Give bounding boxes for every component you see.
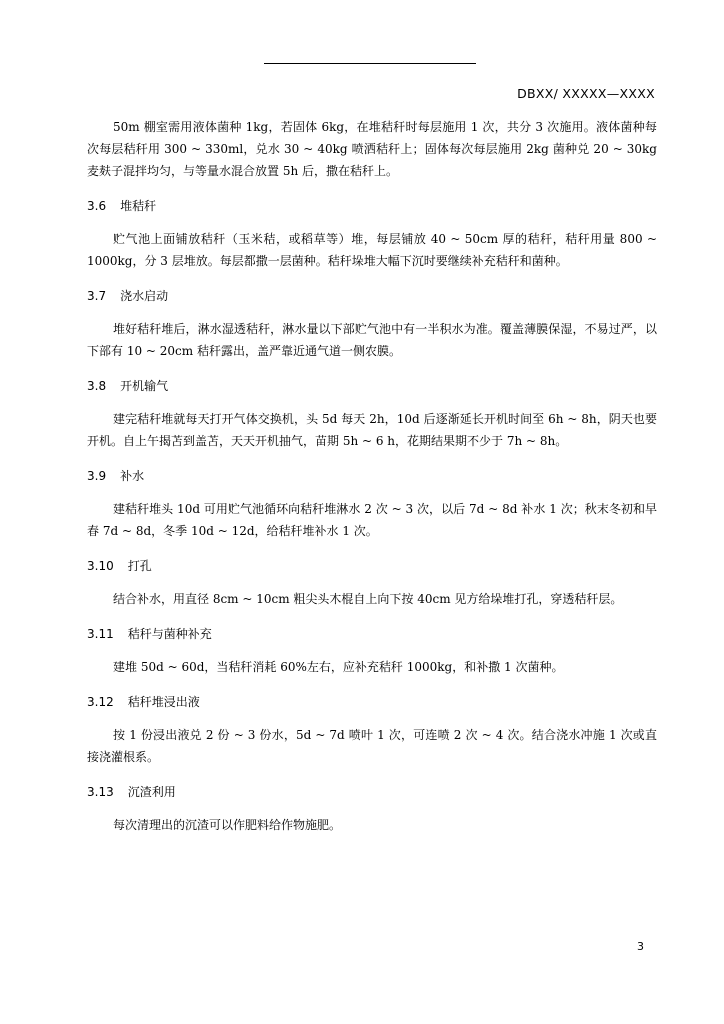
section-number: 3.9 (87, 469, 107, 483)
section-3-13 (87, 781, 657, 836)
section-number: 3.7 (87, 289, 107, 303)
section-3-9 (87, 465, 657, 542)
document-code: DBXX/ XXXXX—XXXX (517, 86, 655, 101)
section-number: 3.12 (87, 695, 114, 709)
section-number: 3.13 (87, 785, 114, 799)
header-rule (264, 63, 476, 64)
page-number: 3 (637, 940, 644, 953)
section-title: 补水 (120, 469, 145, 483)
section-heading (87, 195, 657, 217)
section-heading (87, 623, 657, 645)
section-heading (87, 375, 657, 397)
section-3-7 (87, 285, 657, 362)
section-heading (87, 555, 657, 577)
section-text: 贮气池上面铺放秸秆（玉米秸，或稻草等）堆，每层铺放 40 ~ 50cm 厚的秸秆，秸秆用量 800 ~ 1000kg，分 3 层堆放。每层都撒一层菌种。秸秆垛堆大幅下沉时要继续补充秸秆和菌种。 (87, 232, 657, 268)
section-3-6 (87, 195, 657, 272)
section-text: 每次清理出的沉渣可以作肥料给作物施肥。 (113, 818, 342, 832)
section-3-8 (87, 375, 657, 452)
section-text: 结合补水，用直径 8cm ~ 10cm 粗尖头木棍自上向下按 40cm 见方给垛堆打孔，穿透秸秆层。 (113, 592, 623, 606)
section-title: 开机输气 (120, 379, 169, 393)
section-title: 堆秸秆 (120, 199, 157, 213)
section-title: 沉渣利用 (127, 785, 176, 799)
section-title: 秸秆与菌种补充 (127, 627, 212, 641)
document-body (87, 116, 657, 836)
section-heading (87, 781, 657, 803)
section-3-11 (87, 623, 657, 678)
section-text: 按 1 份浸出液兑 2 份 ~ 3 份水，5d ~ 7d 喷叶 1 次，可连喷 2 次 ~ 4 次。结合浇水冲施 1 次或直接浇灌根系。 (87, 728, 657, 764)
section-number: 3.10 (87, 559, 114, 573)
section-title: 打孔 (127, 559, 152, 573)
intro-paragraph: 50m 棚室需用液体菌种 1kg，若固体 6kg，在堆秸秆时每层施用 1 次，共分 3 次施用。液体菌种每次每层秸秆用 300 ~ 330ml，兑水 30 ~ 40kg 喷洒秸秆上；固体每次每层施用 2kg 菌种兑 20 ~ 30kg 麦麸子混拌均匀，与等量水混合放置 5h 后，撒在秸秆上。 (87, 120, 657, 178)
section-number: 3.11 (87, 627, 114, 641)
section-title: 浇水启动 (120, 289, 169, 303)
section-heading (87, 691, 657, 713)
section-heading (87, 465, 657, 487)
section-text: 建堆 50d ~ 60d，当秸秆消耗 60%左右，应补充秸秆 1000kg，和补撒 1 次菌种。 (113, 660, 564, 674)
section-number: 3.6 (87, 199, 107, 213)
section-heading (87, 285, 657, 307)
section-text: 建完秸秆堆就每天打开气体交换机，头 5d 每天 2h，10d 后逐渐延长开机时间至 6h ~ 8h，阴天也要开机。自上午揭苫到盖苫，天天开机抽气，苗期 5h ~ 6 h，花期结果期不少于 7h ~ 8h。 (87, 412, 657, 448)
section-3-12 (87, 691, 657, 768)
section-text: 堆好秸秆堆后，淋水湿透秸秆，淋水量以下部贮气池中有一半积水为准。覆盖薄膜保湿，不易过严，以下部有 10 ~ 20cm 秸秆露出，盖严靠近通气道一侧农膜。 (87, 322, 657, 358)
section-text: 建秸秆堆头 10d 可用贮气池循环向秸秆堆淋水 2 次 ~ 3 次，以后 7d ~ 8d 补水 1 次；秋末冬初和早春 7d ~ 8d，冬季 10d ~ 12d，给秸秆堆补水 1 次。 (87, 502, 657, 538)
section-3-10 (87, 555, 657, 610)
section-title: 秸秆堆浸出液 (127, 695, 200, 709)
section-number: 3.8 (87, 379, 107, 393)
